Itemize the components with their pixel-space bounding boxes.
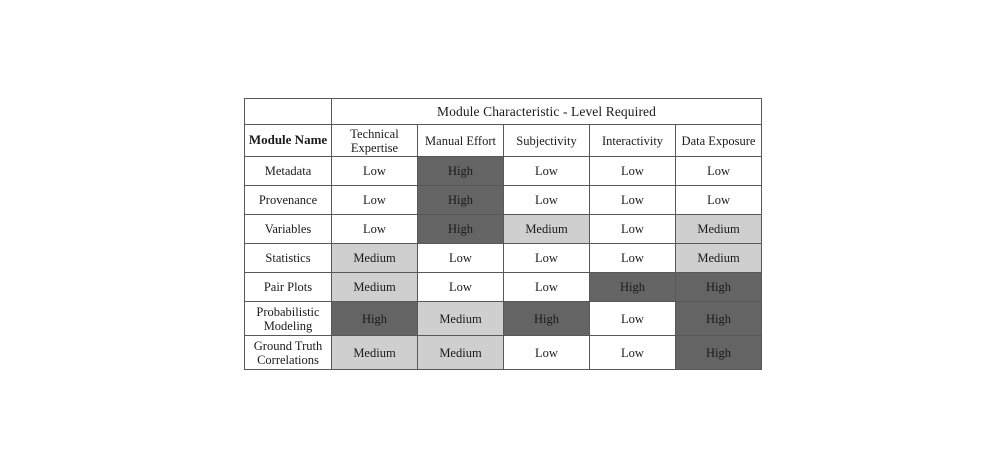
- cell-probabilistic-modeling-manual-effort: Medium: [418, 302, 504, 336]
- cell-pair-plots-interactivity: High: [590, 273, 676, 302]
- row-label-statistics-line-1: Statistics: [265, 251, 311, 265]
- cell-metadata-data-exposure: Low: [676, 157, 762, 186]
- cell-pair-plots-data-exposure: High: [676, 273, 762, 302]
- cell-provenance-technical-expertise: Low: [332, 186, 418, 215]
- row-label-ground-truth-correlations-line-2: Correlations: [257, 352, 319, 367]
- cell-provenance-data-exposure: Low: [676, 186, 762, 215]
- row-label-pair-plots: [245, 273, 332, 302]
- column-header-technical-expertise-line-1: Technical: [350, 126, 399, 141]
- cell-metadata-subjectivity: Low: [504, 157, 590, 186]
- cell-provenance-manual-effort: High: [418, 186, 504, 215]
- row-label-pair-plots-line-1: Pair Plots: [263, 280, 313, 294]
- cell-pair-plots-technical-expertise: Medium: [332, 273, 418, 302]
- cell-ground-truth-correlations-manual-effort: Medium: [418, 336, 504, 370]
- table-row: [245, 215, 762, 244]
- cell-metadata-technical-expertise: Low: [332, 157, 418, 186]
- column-header-subjectivity-line-1: Subjectivity: [516, 133, 577, 148]
- cell-statistics-manual-effort: Low: [418, 244, 504, 273]
- cell-statistics-data-exposure: Medium: [676, 244, 762, 273]
- cell-variables-manual-effort: High: [418, 215, 504, 244]
- row-label-statistics: [245, 244, 332, 273]
- cell-statistics-technical-expertise: Medium: [332, 244, 418, 273]
- column-header-row: [245, 125, 762, 157]
- column-header-module-name: Module Name: [245, 125, 332, 157]
- cell-statistics-subjectivity: Low: [504, 244, 590, 273]
- group-header-cell: Module Characteristic - Level Required: [332, 99, 762, 125]
- row-label-variables: [245, 215, 332, 244]
- cell-pair-plots-manual-effort: Low: [418, 273, 504, 302]
- cell-provenance-interactivity: Low: [590, 186, 676, 215]
- row-label-ground-truth-correlations: [245, 336, 332, 370]
- module-characteristic-table-wrapper: [244, 98, 761, 370]
- cell-variables-technical-expertise: Low: [332, 215, 418, 244]
- column-header-technical-expertise: [332, 125, 418, 157]
- table-row: [245, 244, 762, 273]
- cell-ground-truth-correlations-interactivity: Low: [590, 336, 676, 370]
- cell-probabilistic-modeling-technical-expertise: High: [332, 302, 418, 336]
- row-label-metadata: [245, 157, 332, 186]
- row-label-provenance-line-1: Provenance: [258, 193, 318, 207]
- row-label-probabilistic-modeling: [245, 302, 332, 336]
- column-header-subjectivity: [504, 125, 590, 157]
- cell-variables-data-exposure: Medium: [676, 215, 762, 244]
- cell-metadata-manual-effort: High: [418, 157, 504, 186]
- row-label-ground-truth-correlations-line-1: Ground Truth: [253, 338, 323, 353]
- row-label-variables-line-1: Variables: [264, 222, 312, 236]
- group-header-row: [245, 99, 762, 125]
- cell-provenance-subjectivity: Low: [504, 186, 590, 215]
- table-row: [245, 186, 762, 215]
- column-header-interactivity-line-1: Interactivity: [601, 133, 664, 148]
- column-header-data-exposure-line-1: Data Exposure: [681, 133, 756, 148]
- table-row: [245, 273, 762, 302]
- cell-probabilistic-modeling-interactivity: Low: [590, 302, 676, 336]
- module-characteristic-table: [244, 98, 762, 370]
- row-label-probabilistic-modeling-line-2: Modeling: [263, 318, 313, 333]
- cell-ground-truth-correlations-subjectivity: Low: [504, 336, 590, 370]
- cell-statistics-interactivity: Low: [590, 244, 676, 273]
- column-header-data-exposure: [676, 125, 762, 157]
- table-row: [245, 336, 762, 370]
- column-header-manual-effort-line-1: Manual Effort: [425, 133, 496, 148]
- column-header-interactivity: [590, 125, 676, 157]
- cell-variables-interactivity: Low: [590, 215, 676, 244]
- cell-metadata-interactivity: Low: [590, 157, 676, 186]
- row-label-metadata-line-1: Metadata: [264, 164, 312, 178]
- cell-pair-plots-subjectivity: Low: [504, 273, 590, 302]
- cell-probabilistic-modeling-subjectivity: High: [504, 302, 590, 336]
- table-row: [245, 157, 762, 186]
- row-label-provenance: [245, 186, 332, 215]
- cell-probabilistic-modeling-data-exposure: High: [676, 302, 762, 336]
- table-row: [245, 302, 762, 336]
- column-header-technical-expertise-line-2: Expertise: [350, 140, 399, 155]
- cell-variables-subjectivity: Medium: [504, 215, 590, 244]
- cell-ground-truth-correlations-technical-expertise: Medium: [332, 336, 418, 370]
- corner-blank-cell: [245, 99, 332, 125]
- row-label-probabilistic-modeling-line-1: Probabilistic: [256, 304, 320, 319]
- cell-ground-truth-correlations-data-exposure: High: [676, 336, 762, 370]
- column-header-manual-effort: [418, 125, 504, 157]
